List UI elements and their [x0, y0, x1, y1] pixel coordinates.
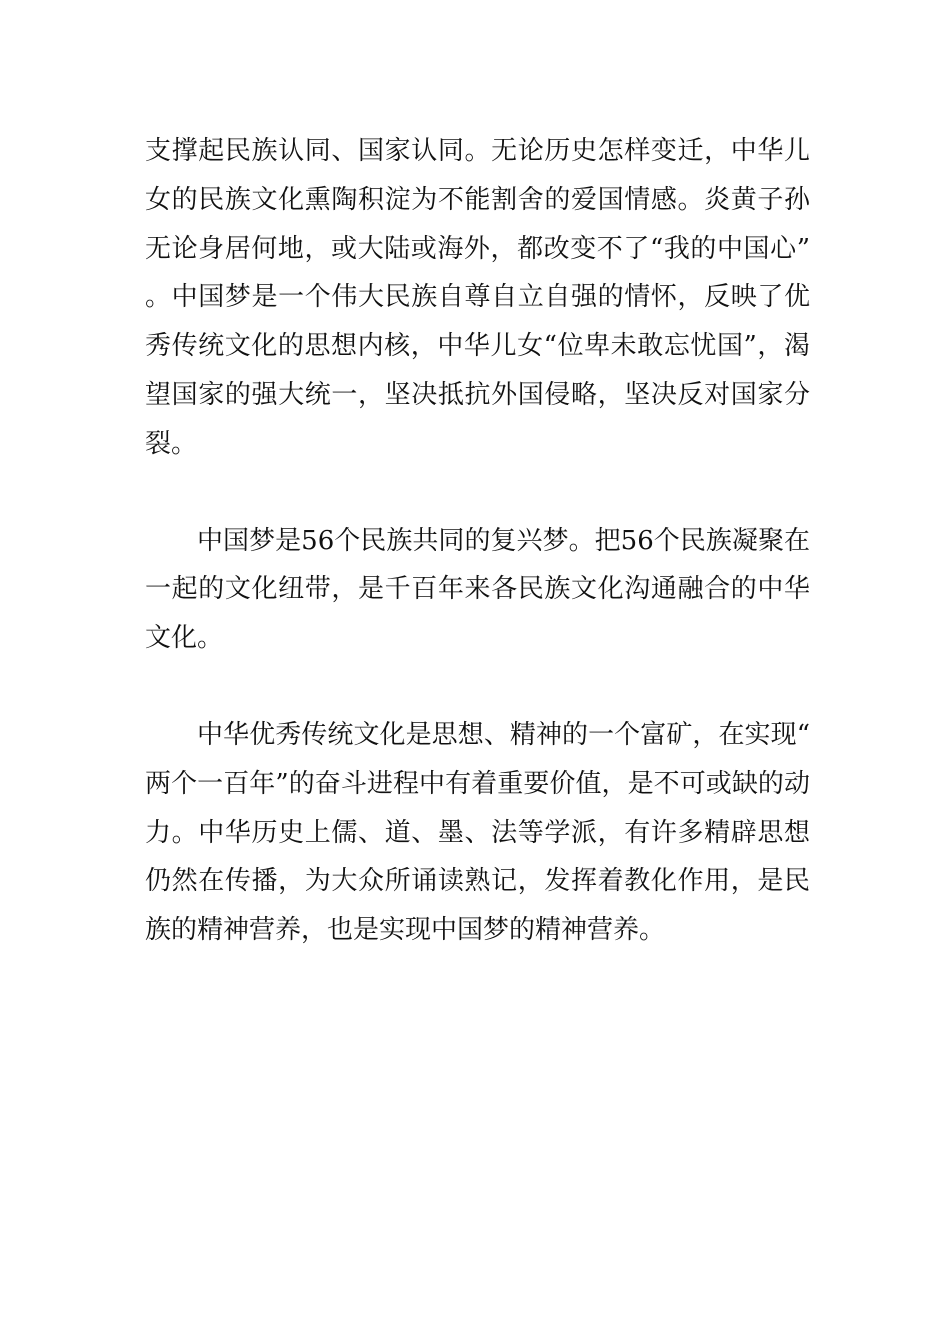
paragraph-2: 中国梦是56个民族共同的复兴梦。把56个民族凝聚在一起的文化纽带，是千百年来各民族文化沟通融合的中华文化。 [145, 525, 810, 654]
paragraph-1: 支撑起民族认同、国家认同。无论历史怎样变迁，中华儿女的民族文化熏陶积淀为不能割舍的爱国情感。炎黄子孙无论身居何地，或大陆或海外，都改变不了“我的中国心”。中国梦是一个伟大民族自尊自立自强的情怀，反映了优秀传统文化的思想内核，中华儿女“位卑未敢忘忧国”，渴望国家的强大统一，坚决抵抗外国侵略，坚决反对国家分裂。 [145, 136, 810, 459]
paragraph-3: 中华优秀传统文化是思想、精神的一个富矿，在实现“两个一百年”的奋斗进程中有着重要价值，是不可或缺的动力。中华历史上儒、道、墨、法等学派，有许多精辟思想仍然在传播，为大众所诵读熟记，发挥着教化作用，是民族的精神营养，也是实现中国梦的精神营养。 [145, 719, 810, 946]
document-body [145, 127, 810, 955]
